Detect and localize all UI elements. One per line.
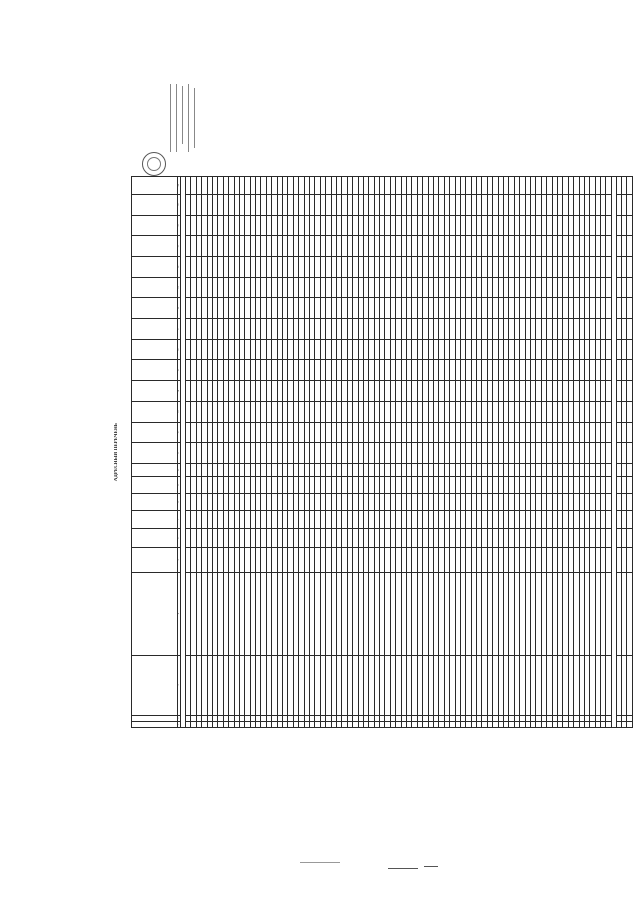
column-number: 8 — [178, 494, 181, 511]
table-cell — [627, 655, 632, 715]
table-cell — [627, 401, 632, 422]
table-cell — [627, 547, 632, 572]
column-header — [132, 422, 178, 443]
table-cell — [627, 715, 632, 721]
table-cell — [627, 477, 632, 494]
column-header — [132, 529, 178, 548]
column-header — [132, 463, 178, 476]
signature — [424, 866, 438, 867]
column-header — [132, 572, 178, 655]
column-header — [132, 381, 178, 402]
column-number: 10 — [178, 463, 181, 476]
table-row — [627, 177, 632, 728]
column-number: 24 — [178, 177, 181, 195]
column-header — [132, 401, 178, 422]
footer-line — [300, 862, 340, 863]
table-cell — [627, 463, 632, 476]
column-header — [132, 177, 178, 195]
table-cell — [627, 422, 632, 443]
table-cell — [627, 360, 632, 381]
table-cell — [627, 572, 632, 655]
column-number: 23 — [178, 194, 181, 215]
column-number: 2 — [178, 715, 181, 721]
table-cell — [627, 381, 632, 402]
column-header — [132, 715, 178, 721]
column-header — [132, 547, 178, 572]
column-number: 20 — [178, 256, 181, 277]
table-cell — [627, 494, 632, 511]
column-number: 17 — [178, 319, 181, 340]
table-cell — [627, 236, 632, 257]
table-cell — [627, 215, 632, 236]
table-header-row — [132, 177, 178, 728]
column-header — [132, 298, 178, 319]
signature — [388, 868, 418, 869]
column-number: 3 — [178, 655, 181, 715]
table-cell — [627, 443, 632, 464]
column-number: 21 — [178, 236, 181, 257]
column-header — [132, 277, 178, 298]
table-cell — [627, 510, 632, 529]
column-number: 14 — [178, 381, 181, 402]
column-number: 19 — [178, 277, 181, 298]
column-number: 12 — [178, 422, 181, 443]
column-header — [132, 360, 178, 381]
rotated-document — [114, 172, 526, 732]
table-cell — [627, 277, 632, 298]
column-header — [132, 477, 178, 494]
column-number: 13 — [178, 401, 181, 422]
column-number: 5 — [178, 547, 181, 572]
column-header — [132, 215, 178, 236]
column-number: 18 — [178, 298, 181, 319]
column-header — [132, 655, 178, 715]
column-header — [132, 721, 178, 727]
column-header — [132, 256, 178, 277]
table-cell — [627, 256, 632, 277]
column-header — [132, 510, 178, 529]
table-cell — [627, 298, 632, 319]
column-header — [132, 236, 178, 257]
column-header — [132, 339, 178, 360]
column-header — [132, 443, 178, 464]
document-title: АДРЕСНЫЙ ПЕРЕЧЕНЬ — [114, 422, 119, 482]
table-cell — [627, 177, 632, 195]
column-number: 6 — [178, 529, 181, 548]
table-cell — [627, 319, 632, 340]
table-cell — [627, 194, 632, 215]
column-header — [132, 494, 178, 511]
column-number: 11 — [178, 443, 181, 464]
table-cell — [627, 339, 632, 360]
table-cell — [627, 529, 632, 548]
column-number: 9 — [178, 477, 181, 494]
column-number: 7 — [178, 510, 181, 529]
table-cell — [627, 721, 632, 727]
approval-block — [166, 84, 198, 152]
column-number: 1 — [178, 721, 181, 727]
column-number: 16 — [178, 339, 181, 360]
column-header — [132, 194, 178, 215]
column-number: 4 — [178, 572, 181, 655]
column-number: 22 — [178, 215, 181, 236]
column-number: 15 — [178, 360, 181, 381]
address-list-table — [131, 176, 524, 728]
column-header — [132, 319, 178, 340]
